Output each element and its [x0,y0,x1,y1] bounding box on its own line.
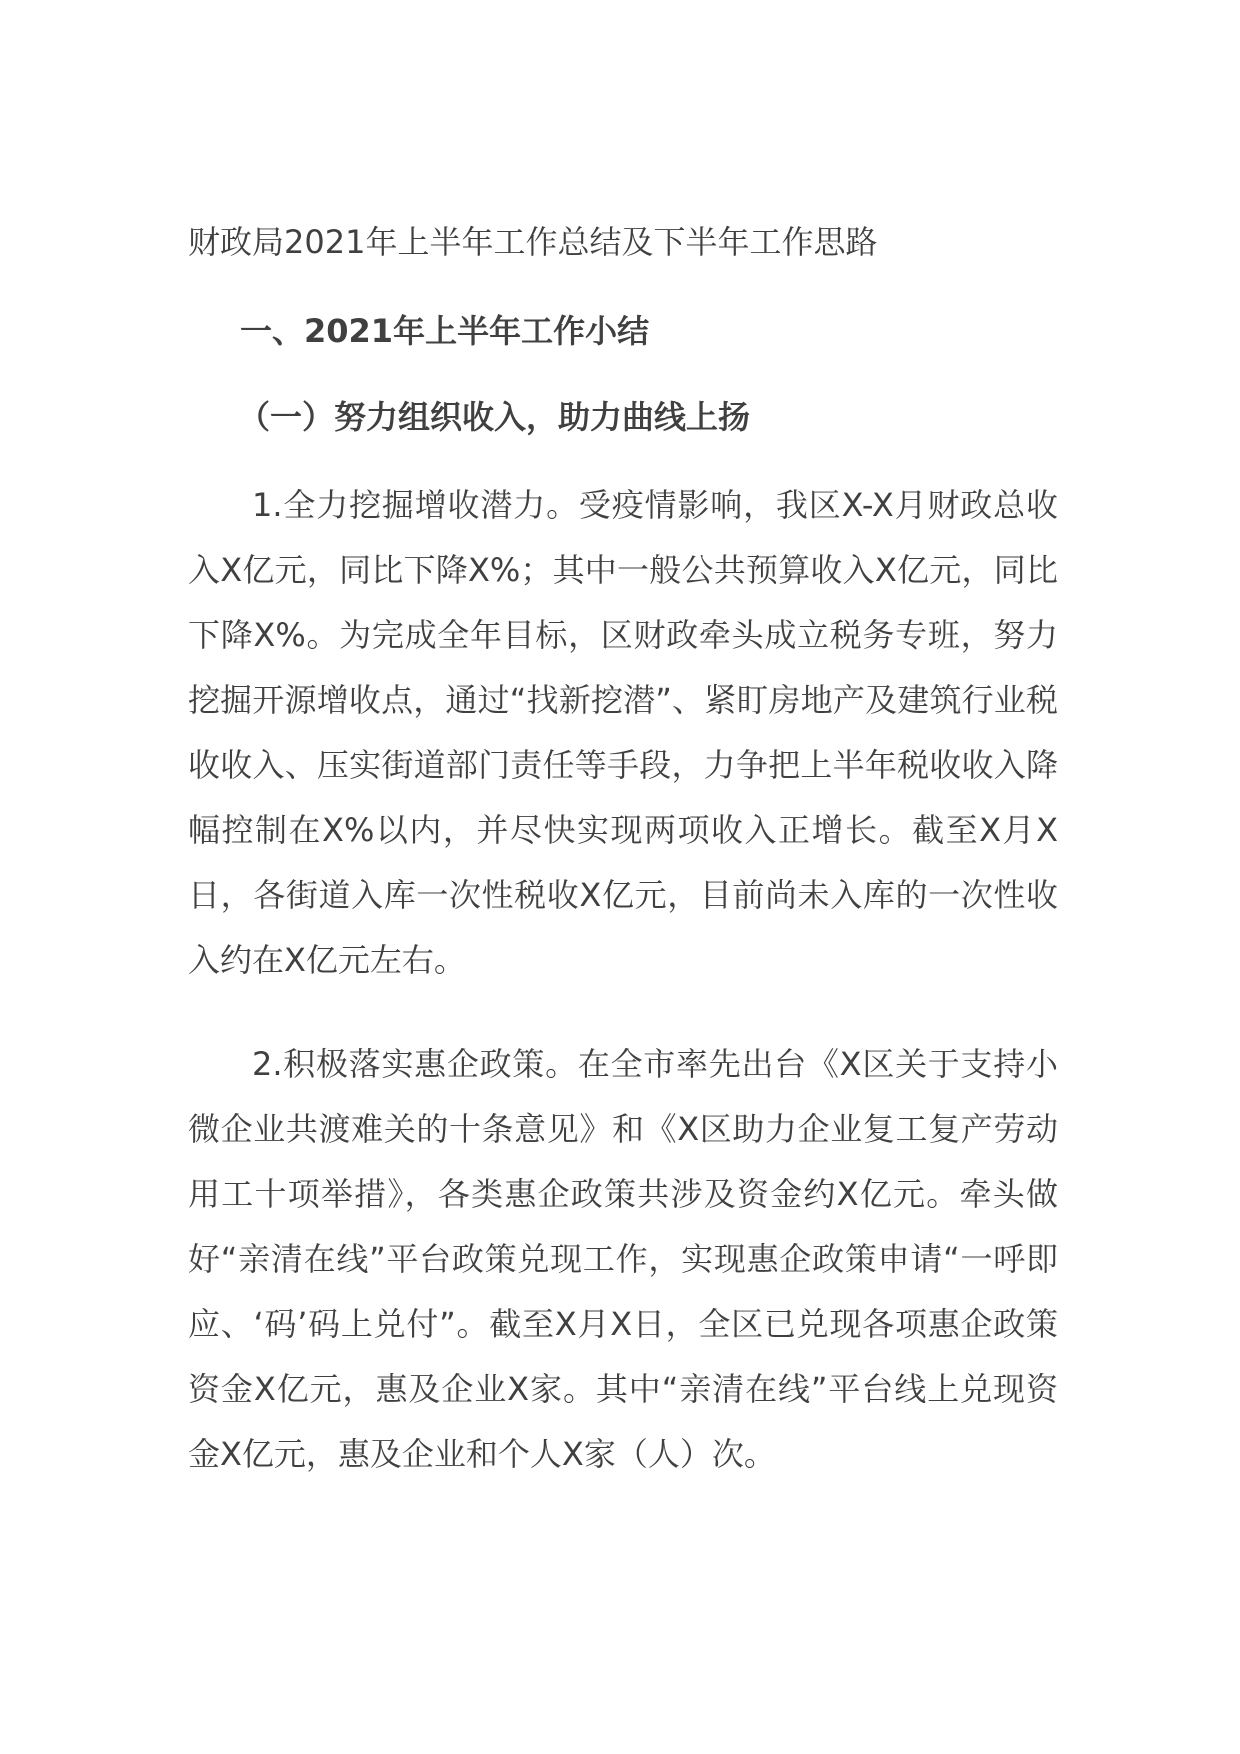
paragraph-revenue: 1.全力挖掘增收潜力。受疫情影响，我区X-X月财政总收入X亿元，同比下降X%；其中一般公共预算收入X亿元，同比下降X%。为完成全年目标，区财政牵头成立税务专班，努力挖掘开源增收点，通过“找新挖潜”、紧盯房地产及建筑行业税收收入、压实街道部门责任等手段，力争把上半年税收收入降幅控制在X%以内，并尽快实现两项收入正增长。截至X月X日，各街道入库一次性税收X亿元，目前尚未入库的一次性收入约在X亿元左右。 [188,486,1058,979]
subsection-heading: （一）努力组织收入，助力曲线上扬 [238,398,751,436]
document-title: 财政局2021年上半年工作总结及下半年工作思路 [188,223,878,261]
section-heading: 一、2021年上半年工作小结 [240,312,650,350]
paragraph-enterprise-policy: 2.积极落实惠企政策。在全市率先出台《X区关于支持小微企业共渡难关的十条意见》和《X区助力企业复工复产劳动用工十项举措》，各类惠企政策共涉及资金约X亿元。牵头做好“亲清在线”平台政策兑现工作，实现惠企政策申请“一呼即应、‘码’码上兑付”。截至X月X日，全区已兑现各项惠企政策资金X亿元，惠及企业X家。其中“亲清在线”平台线上兑现资金X亿元，惠及企业和个人X家（人）次。 [188,1045,1058,1473]
